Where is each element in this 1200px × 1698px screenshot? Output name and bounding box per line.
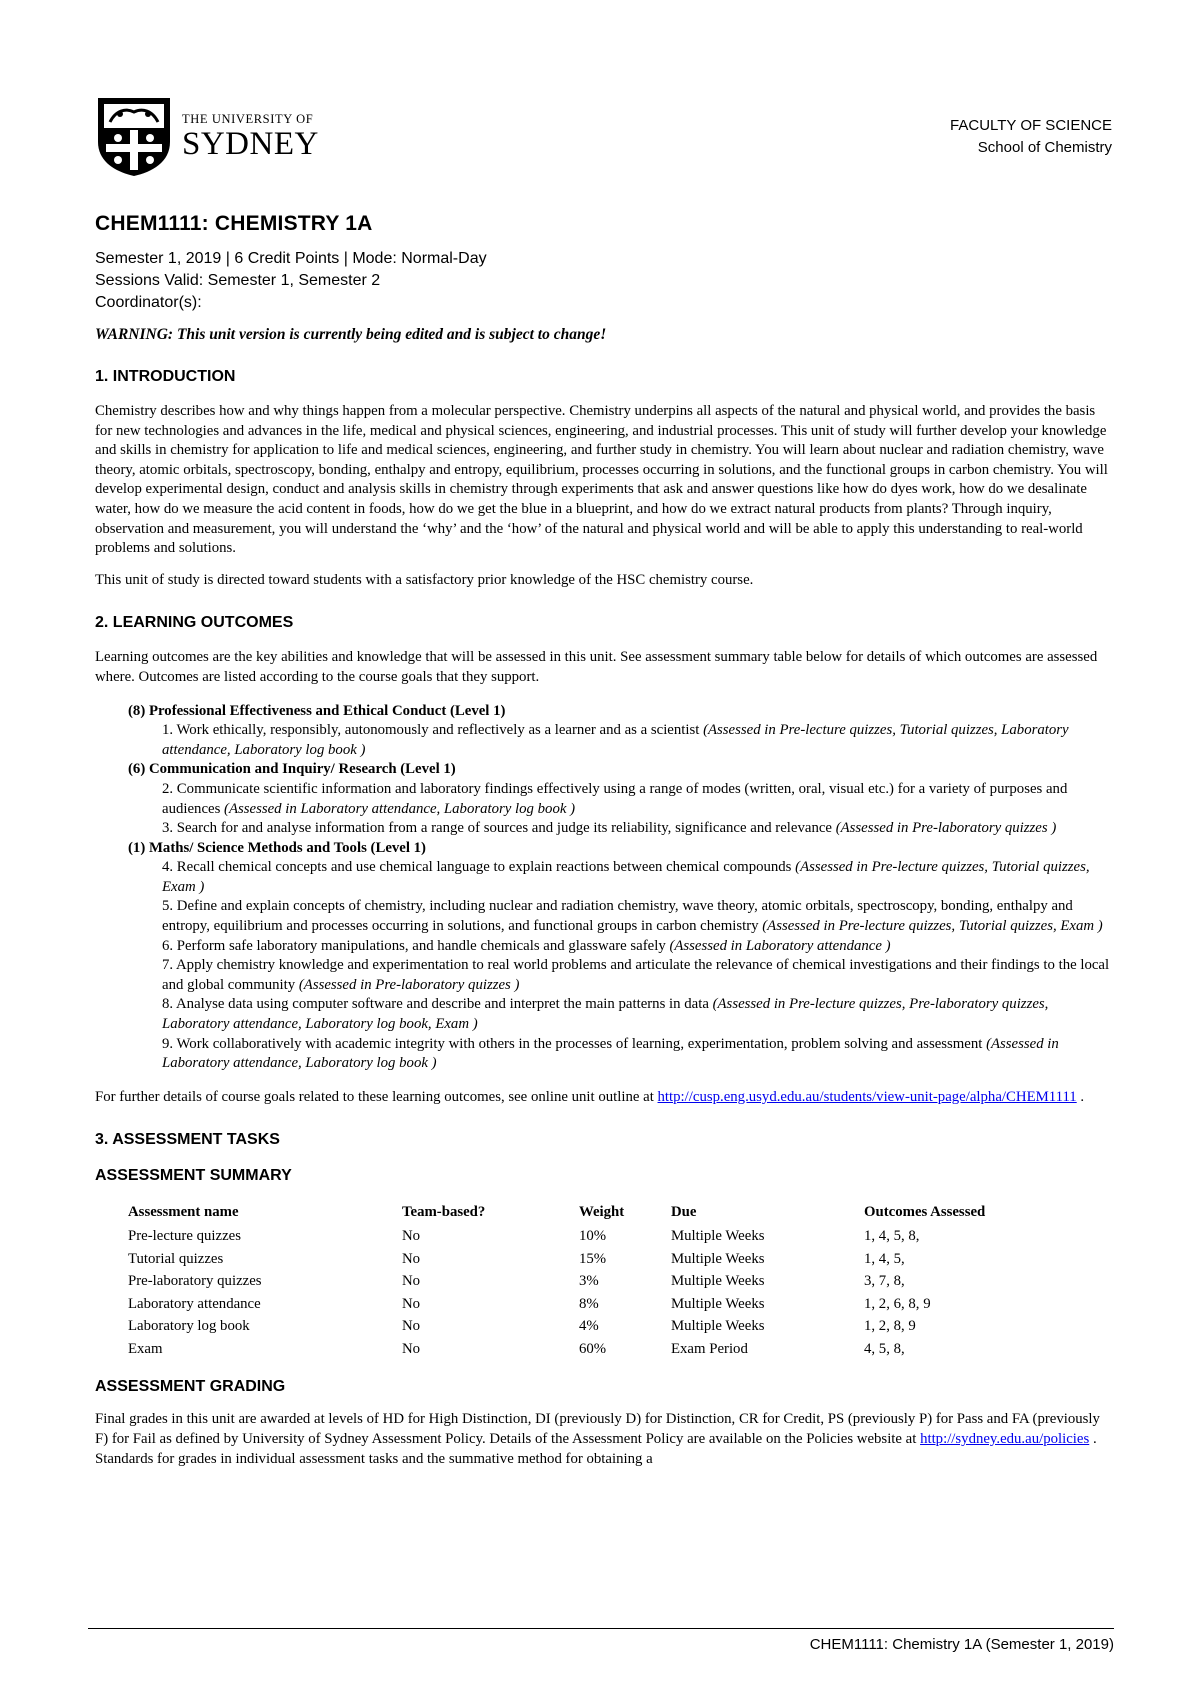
intro-paragraph-2: This unit of study is directed toward students with a satisfactory prior knowledge of the HSC chemistry course. xyxy=(95,571,754,588)
table-cell: Laboratory attendance xyxy=(128,1295,261,1312)
university-logo xyxy=(96,96,328,178)
table-cell: 1, 4, 5, 8, xyxy=(864,1228,920,1245)
table-cell: 3% xyxy=(579,1273,599,1290)
policies-link[interactable]: http://sydney.edu.au/policies xyxy=(920,1431,1090,1447)
footer-divider xyxy=(88,1628,1114,1629)
assessment-heading: 3. ASSESSMENT TASKS xyxy=(95,1131,280,1149)
document-content xyxy=(95,212,1115,1481)
table-header-row xyxy=(128,1199,1064,1225)
assessment-summary-heading: ASSESSMENT SUMMARY xyxy=(95,1167,292,1185)
column-header: Team-based? xyxy=(402,1203,486,1220)
table-cell: Multiple Weeks xyxy=(671,1250,765,1267)
table-cell: 8% xyxy=(579,1295,599,1312)
faculty-block xyxy=(950,115,1112,159)
table-cell: 4% xyxy=(579,1318,599,1335)
table-cell: 4, 5, 8, xyxy=(864,1340,905,1357)
outcomes-list xyxy=(128,702,1115,1074)
assessment-summary-table xyxy=(128,1199,1064,1360)
goal-title: (6) Communication and Inquiry/ Research (Level 1) xyxy=(128,761,456,778)
outcome-item: 9. Work collaboratively with academic integrity with others in the processes of learning, experimentation, problem solving and assessment (Assessed in Laboratory attendance, Laboratory log book ) xyxy=(162,1035,1059,1072)
faculty-name: FACULTY OF SCIENCE xyxy=(950,117,1112,134)
table-cell: No xyxy=(402,1318,421,1335)
table-row xyxy=(128,1338,1064,1361)
outcome-item: 3. Search for and analyse information from a range of sources and judge its reliability, significance and relevance (Assessed in Pre-laboratory quizzes ) xyxy=(162,820,1057,837)
table-cell: 1, 2, 8, 9 xyxy=(864,1318,916,1335)
assessment-grading-heading: ASSESSMENT GRADING xyxy=(95,1378,286,1396)
unit-outline-link[interactable]: http://cusp.eng.usyd.edu.au/students/view-unit-page/alpha/CHEM1111 xyxy=(657,1088,1077,1105)
table-row xyxy=(128,1315,1064,1338)
unit-title: CHEM1111: CHEMISTRY 1A xyxy=(95,212,373,235)
outcomes-intro: Learning outcomes are the key abilities and knowledge that will be assessed in this unit. See assessment summary table below for details of which outcomes are assessed where. Outcomes are listed according to the course goals that they support. xyxy=(95,649,1098,685)
table-cell: Multiple Weeks xyxy=(671,1228,765,1245)
table-cell: Multiple Weeks xyxy=(671,1273,765,1290)
unit-meta xyxy=(95,248,1115,314)
outcome-item: 2. Communicate scientific information and laboratory findings effectively using a range of modes (written, oral, visual etc.) for a variety of purposes and audiences (Assessed in Laboratory attendance, Laboratory log book ) xyxy=(162,780,1068,817)
column-header: Weight xyxy=(579,1203,625,1220)
table-cell: 10% xyxy=(579,1228,607,1245)
table-cell: Exam Period xyxy=(671,1340,748,1357)
table-cell: Tutorial quizzes xyxy=(128,1250,224,1267)
table-row xyxy=(128,1225,1064,1248)
table-row xyxy=(128,1293,1064,1316)
intro-heading: 1. INTRODUCTION xyxy=(95,368,236,385)
table-row xyxy=(128,1248,1064,1271)
intro-paragraph-1: Chemistry describes how and why things happen from a molecular perspective. Chemistry underpins all aspects of the natural and physical world, and provides the basis for new technologies and advances in the life, medical and physical sciences, engineering, and industrial processes. This unit of study will further develop your knowledge and skills in chemistry for application to life and medical sciences, engineering, and further study in chemistry. You will learn about nuclear and radiation chemistry, wave theory, atomic orbitals, spectroscopy, bonding, enthalpy and entropy, equilibrium, processes occurring in solutions, and the functional groups in carbon chemistry. You will develop experimental design, conduct and analysis skills in chemistry through experiments that ask and answer questions like how do dyes work, how do we desalinate water, how do we measure the acid content in foods, how do we get the blue in a blueprint, and how do we extract natural products from plants? Through inquiry, observation and measurement, you will understand the ‘why’ and the ‘how’ of the natural and physical world and will be able to apply this understanding to real-world problems and solutions. xyxy=(95,403,1108,557)
table-cell: 1, 2, 6, 8, 9 xyxy=(864,1295,931,1312)
table-row xyxy=(128,1270,1064,1293)
edit-warning: WARNING: This unit version is currently being edited and is subject to change! xyxy=(95,326,607,343)
unit-meta-line1: Semester 1, 2019 | 6 Credit Points | Mode: Normal-Day xyxy=(95,250,487,267)
table-cell: 3, 7, 8, xyxy=(864,1273,905,1290)
table-cell: Pre-laboratory quizzes xyxy=(128,1273,262,1290)
column-header: Due xyxy=(671,1203,697,1220)
table-cell: Multiple Weeks xyxy=(671,1295,765,1312)
table-cell: Multiple Weeks xyxy=(671,1318,765,1335)
table-cell: No xyxy=(402,1250,421,1267)
outcomes-heading: 2. LEARNING OUTCOMES xyxy=(95,614,294,632)
goal-title: (1) Maths/ Science Methods and Tools (Level 1) xyxy=(128,839,426,856)
table-cell: 60% xyxy=(579,1340,607,1357)
table-cell: No xyxy=(402,1340,421,1357)
table-cell: 1, 4, 5, xyxy=(864,1250,905,1267)
column-header: Assessment name xyxy=(128,1203,239,1220)
further-details: For further details of course goals related to these learning outcomes, see online unit outline at http://cusp.eng.usyd.edu.au/students/view-unit-page/alpha/CHEM1111 . xyxy=(95,1088,1085,1105)
outcome-item: 6. Perform safe laboratory manipulations, and handle chemicals and glassware safely (Assessed in Laboratory attendance ) xyxy=(162,937,891,954)
column-header: Outcomes Assessed xyxy=(864,1203,986,1220)
logo-line1: THE UNIVERSITY OF xyxy=(182,112,314,127)
table-cell: 15% xyxy=(579,1250,607,1267)
table-cell: No xyxy=(402,1228,421,1245)
logo-wordmark xyxy=(182,113,319,161)
unit-meta-line3: Coordinator(s): xyxy=(95,294,202,311)
page-footer: CHEM1111: Chemistry 1A (Semester 1, 2019) xyxy=(809,1636,1114,1653)
outcome-item: 7. Apply chemistry knowledge and experimentation to real world problems and articulate the relevance of chemical investigations and their findings to the local and global community (Assessed in Pre-laboratory quizzes ) xyxy=(162,957,1110,993)
table-cell: Pre-lecture quizzes xyxy=(128,1228,241,1245)
unit-meta-line2: Sessions Valid: Semester 1, Semester 2 xyxy=(95,272,381,289)
school-name: School of Chemistry xyxy=(977,139,1112,156)
grading-paragraph: Final grades in this unit are awarded at levels of HD for High Distinction, DI (previously D) for Distinction, CR for Credit, PS (previously P) for Pass and FA (previously F) for Fail as defined by University of Sydney Assessment Policy. Details of the Assessment Policy are available on the Policies website at http://sydney.edu.au/policies . Standards for grades in individual assessment tasks and the summative method for obtaining a xyxy=(95,1411,1100,1467)
table-cell: Exam xyxy=(128,1340,163,1357)
table-cell: No xyxy=(402,1295,421,1312)
logo-line2: SYDNEY xyxy=(182,125,319,162)
table-cell: No xyxy=(402,1273,421,1290)
outcome-item: 8. Analyse data using computer software and describe and interpret the main patterns in data (Assessed in Pre-lecture quizzes, Pre-laboratory quizzes, Laboratory attendance, Laboratory log book, Exam ) xyxy=(162,996,1049,1033)
outcome-item: 1. Work ethically, responsibly, autonomously and reflectively as a learner and as a scientist (Assessed in Pre-lecture quizzes, Tutorial quizzes, Laboratory attendance, Laboratory log book ) xyxy=(162,722,1069,758)
table-cell: Laboratory log book xyxy=(128,1318,250,1335)
goal-title: (8) Professional Effectiveness and Ethical Conduct (Level 1) xyxy=(128,702,506,719)
university-crest-icon xyxy=(96,96,172,178)
outcome-item: 5. Define and explain concepts of chemistry, including nuclear and radiation chemistry, wave theory, atomic orbitals, spectroscopy, bonding, enthalpy and entropy, equilibrium and processes occurring in solutions, and functional groups in carbon chemistry (Assessed in Pre-lecture quizzes, Tutorial quizzes, Exam ) xyxy=(162,898,1103,935)
outcome-item: 4. Recall chemical concepts and use chemical language to explain reactions between chemical compounds (Assessed in Pre-lecture quizzes, Tutorial quizzes, Exam ) xyxy=(162,859,1090,895)
